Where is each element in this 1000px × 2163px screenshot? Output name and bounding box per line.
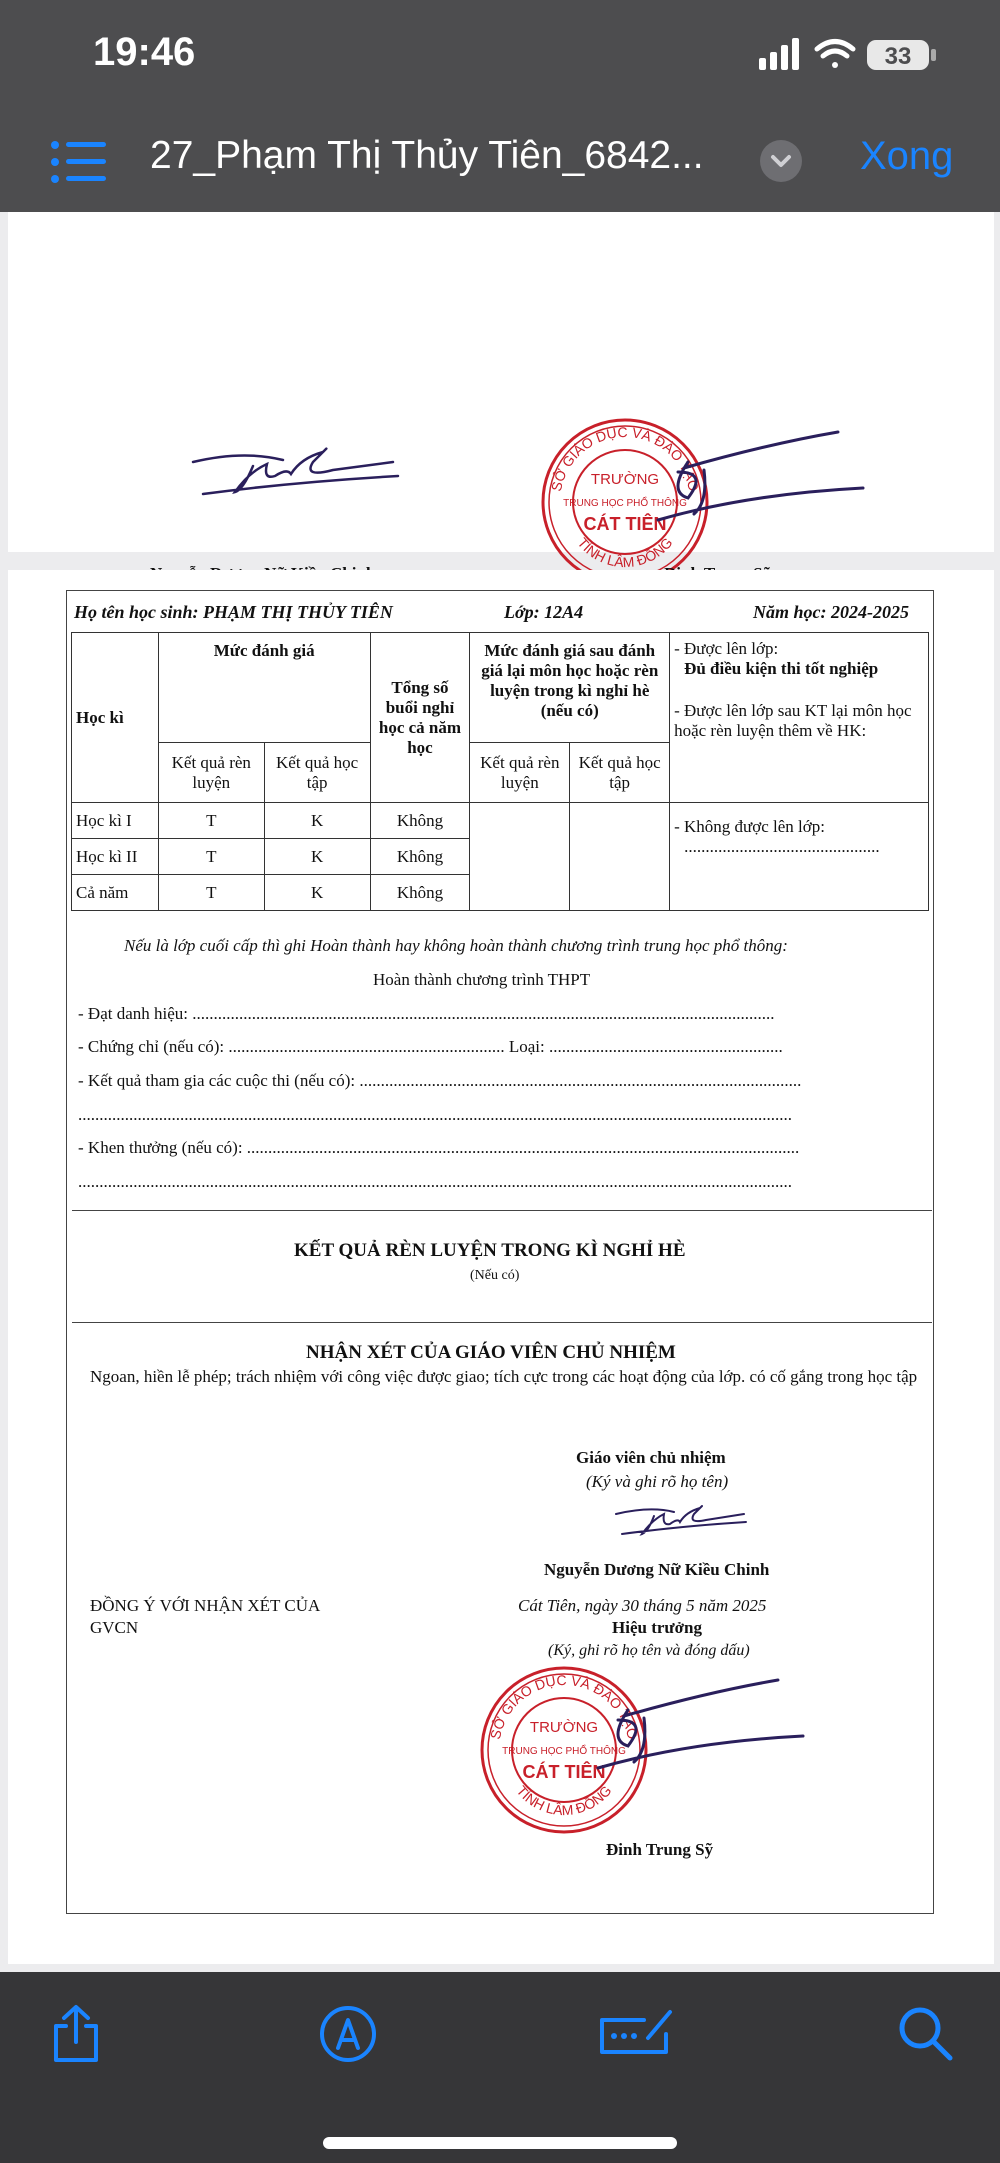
dots-line: ........................................................................................................................................................................ — [78, 1105, 792, 1124]
document-page — [8, 212, 994, 571]
date-line: Cát Tiên, ngày 30 tháng 5 năm 2025 — [518, 1596, 767, 1615]
sub-reconduct-header: Kết quả rèn luyện — [470, 743, 570, 803]
col-eval-header: Mức đánh giá — [158, 633, 370, 743]
teacher-comment: Ngoan, hiền lễ phép; trách nhiệm với công việc được giao; tích cực trong các hoạt động của lớp. có cố gắng trong học tập — [90, 1367, 918, 1386]
dots-line-2: ........................................................................................................................................................................ — [78, 1172, 792, 1191]
completion-status: Hoàn thành chương trình THPT — [373, 970, 591, 989]
summer-title: KẾT QUẢ RÈN LUYỆN TRONG KÌ NGHỈ HÈ — [294, 1240, 686, 1261]
agree-line1: ĐỒNG Ý VỚI NHẬN XÉT CỦA — [90, 1596, 321, 1615]
row-conduct: T — [158, 839, 264, 875]
comment-title: NHẬN XÉT CỦA GIÁO VIÊN CHỦ NHIỆM — [306, 1342, 676, 1363]
not-promoted-cell — [670, 803, 929, 911]
school-year: Năm học: 2024-2025 — [753, 602, 909, 622]
seal-line3: CÁT TIÊN — [583, 514, 667, 534]
contest-line: - Kết quả tham gia các cuộc thi (nếu có): ........................................................................................................ — [78, 1071, 802, 1090]
seal-top-text: SỞ GIÁO DỤC VÀ ĐÀO TẠO — [547, 423, 703, 493]
row-term: Học kì II — [72, 839, 159, 875]
row-term: Cả năm — [72, 875, 159, 911]
section-divider — [72, 1210, 932, 1211]
row-conduct: T — [158, 803, 264, 839]
status-icons — [755, 34, 945, 74]
title-line: - Đạt danh hiệu: ......................................................................................................................................... — [78, 1004, 775, 1023]
search-icon[interactable] — [896, 2004, 956, 2064]
grade-table — [71, 632, 929, 911]
home-indicator[interactable] — [323, 2137, 677, 2149]
title-menu-button[interactable] — [760, 140, 802, 182]
teacher-name: Nguyễn Dương Nữ Kiều Chinh — [544, 1560, 770, 1579]
certificate-line: - Chứng chỉ (nếu có): ................................................................. Loại: ....................................................... — [78, 1037, 783, 1056]
bottom-toolbar — [0, 1972, 1000, 2163]
teacher-sub: (Ký và ghi rõ họ tên) — [586, 1472, 729, 1491]
principal-signature — [588, 1670, 818, 1790]
row-term: Học kì I — [72, 803, 159, 839]
seal-line2: TRUNG HỌC PHỔ THÔNG — [502, 1746, 626, 1757]
row-study: K — [264, 839, 370, 875]
chevron-down-icon — [760, 140, 802, 182]
class-label: Lớp: 12A4 — [504, 602, 584, 622]
teacher-title: Giáo viên chủ nhiệm — [576, 1448, 726, 1467]
done-button[interactable]: Xong — [860, 134, 954, 178]
top-bar — [0, 0, 1000, 212]
row-absent: Không — [370, 803, 470, 839]
section-divider — [72, 1322, 932, 1323]
status-time: 19:46 — [93, 30, 196, 74]
seal-line3: CÁT TIÊN — [522, 1762, 606, 1782]
row-study: K — [264, 875, 370, 911]
row-absent: Không — [370, 875, 470, 911]
teacher-signature — [183, 432, 403, 512]
award-line: - Khen thưởng (nếu có): .................................................................................................................................. — [78, 1138, 800, 1157]
agree-line2: GVCN — [90, 1618, 139, 1637]
seal-line2: TRUNG HỌC PHỔ THÔNG — [563, 498, 687, 509]
document-viewer[interactable] — [0, 212, 1000, 1972]
teacher-signature — [610, 1494, 750, 1546]
battery-icon — [867, 40, 936, 70]
sub-conduct-header: Kết quả rèn luyện — [158, 743, 264, 803]
promotion-cell — [670, 633, 929, 803]
col-term-header: Học kì — [72, 633, 159, 803]
seal-top-text: SỞ GIÁO DỤC VÀ ĐÀO TẠO — [486, 1671, 642, 1741]
summer-subtitle: (Nếu có) — [470, 1268, 520, 1283]
seal-bottom-text: TỈNH LÂM ĐỒNG — [513, 1782, 615, 1819]
col-absent-header: Tổng số buổi nghỉ học cả năm học — [370, 633, 470, 803]
final-year-note: Nếu là lớp cuối cấp thì ghi Hoàn thành hay không hoàn thành chương trình trung học phổ thông: — [124, 936, 788, 955]
promo-line1: - Được lên lớp: — [674, 639, 779, 658]
wifi-icon — [817, 42, 853, 69]
col-reeval-header: Mức đánh giá sau đánh giá lại môn học hoặc rèn luyện trong kì nghỉ hè (nếu có) — [470, 633, 670, 743]
annotate-icon[interactable] — [596, 2004, 676, 2064]
principal-signature — [648, 422, 878, 542]
seal-line1: TRƯỜNG — [529, 1719, 599, 1736]
share-icon[interactable] — [46, 2004, 106, 2064]
principal-name: Đinh Trung Sỹ — [606, 1840, 714, 1859]
list-icon[interactable] — [50, 140, 106, 184]
sub-study-header: Kết quả học tập — [264, 743, 370, 803]
seal-line1: TRƯỜNG — [590, 471, 660, 488]
principal-sub: (Ký, ghi rõ họ tên và đóng dấu) — [548, 1642, 750, 1659]
markup-icon[interactable] — [318, 2004, 378, 2064]
promo-dots: .............................................. — [684, 837, 880, 856]
student-name: Họ tên học sinh: PHẠM THỊ THỦY TIÊN — [74, 602, 393, 622]
promo-line4: - Không được lên lớp: — [674, 817, 825, 836]
promo-line3: - Được lên lớp sau KT lại môn học hoặc rèn luyện thêm về HK: — [674, 701, 912, 740]
sub-restudy-header: Kết quả học tập — [570, 743, 670, 803]
row-conduct: T — [158, 875, 264, 911]
row-study: K — [264, 803, 370, 839]
document-title[interactable]: 27_Phạm Thị Thủy Tiên_6842... — [150, 134, 704, 177]
promo-line2: Đủ điều kiện thi tốt nghiệp — [684, 659, 879, 678]
seal-bottom-text: TỈNH LÂM ĐỒNG — [574, 534, 676, 571]
table-row — [72, 803, 929, 839]
row-absent: Không — [370, 839, 470, 875]
principal-title: Hiệu trưởng — [612, 1618, 702, 1637]
document-page — [8, 570, 994, 1964]
reeval-study-cell — [570, 803, 670, 911]
signal-icon — [759, 38, 799, 70]
battery-level: 33 — [884, 43, 912, 70]
reeval-conduct-cell — [470, 803, 570, 911]
